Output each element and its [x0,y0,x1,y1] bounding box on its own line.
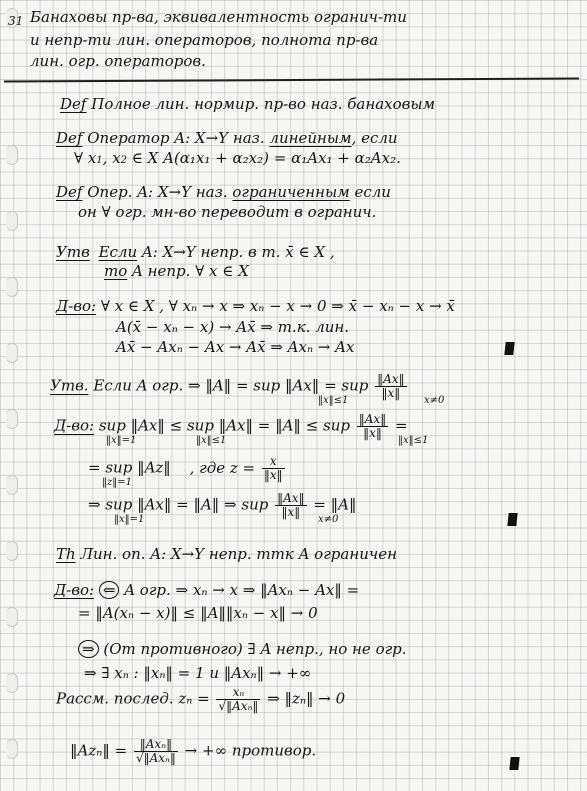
sub-index: x≠0 [424,395,445,406]
direction-mark: ⇒ [78,640,99,658]
norm-fraction [134,738,178,765]
norm-fraction [357,413,388,440]
formula-part: , x [102,149,121,167]
def-bounded-text: Опер. A: X→Y наз. [87,183,228,201]
proof-2-subs [106,432,136,450]
proof-text: ‖Azₙ‖ = [70,741,128,760]
proof-3-line-4: ⇒ ∃ xₙ : ‖xₙ‖ = 1 и ‖Axₙ‖ → +∞ [84,664,312,682]
theorem [56,545,397,563]
theorem-text: Лин. оп. A: X→Y непр. ттк A ограничен [75,545,397,563]
frac-num: ‖Ax‖ [277,491,305,505]
claim-concl: A непр. ∀ x ∈ X [127,262,249,280]
proof-3-line-5 [56,686,345,713]
proof-label: Д-во: [56,297,97,315]
binder-hole [6,475,18,495]
proof-text: = ‖A‖ [308,495,357,514]
sub-index: ‖x‖=1 [114,514,145,525]
proof-2-subs [196,432,226,450]
def-label: Def [60,95,87,113]
proof-1-line-2: A(x̄ − xₙ − x) → Ax̄ ⇒ т.к. лин. [116,318,350,336]
formula-part: ∈ X A(α₁x₁ + α₂x₂) = α₁Ax₁ + α₂Ax₂. [127,149,401,167]
proof-2-subs [398,432,428,450]
norm-fraction [375,373,406,400]
proof-2-subs [114,511,144,529]
claim-1-then [104,262,249,280]
proof-3-line-2: = ‖A(xₙ − x)‖ ≤ ‖A‖‖xₙ − x‖ → 0 [78,604,318,622]
claim-2 [50,373,409,400]
frac-den: √‖Axₙ‖ [135,751,176,765]
proof-text: = sup ‖Az‖ [88,458,171,477]
sub-index: ‖x‖≤1 [196,435,227,446]
proof-text: Рассм. послед. zₙ = [56,689,210,708]
claim-2-subscripts-2 [424,392,444,410]
norm-fraction [262,455,285,482]
def-bounded [56,183,391,201]
def-bounded-term: ограниченным [232,183,350,201]
qed-mark [509,757,519,770]
def-bounded-line-2: он ∀ огр. мн-во переводит в огранич. [78,203,377,221]
binder-hole [6,343,18,363]
binder-hole [6,409,18,429]
def-linear-formula [74,149,401,170]
proof-3-line-1 [54,581,359,599]
proof-1-line-1 [56,297,455,315]
proof-text: , где z = [184,458,256,477]
frac-num: ‖Axₙ‖ [134,738,178,752]
proof-text: (От противного) ∃ A непр., но не огр. [98,640,407,658]
sub-index: ‖x‖=1 [106,435,137,446]
binder-hole [6,145,18,165]
header-divider [4,77,579,82]
proof-text: = [390,416,408,435]
proof-text: ∀ x ∈ X , ∀ xₙ → x ⇒ xₙ − x → 0 ⇒ x̄ − xₙ − x → x̄ [96,297,455,315]
binder-hole [6,673,18,693]
claim-label: Утв [56,243,90,261]
sub-index: ‖x‖≤1 [318,395,349,406]
frac-den: ‖x‖ [363,426,382,440]
proof-text: ⇒ sup ‖Ax‖ = ‖A‖ ⇒ sup [88,495,269,514]
proof-3-line-6 [70,738,316,765]
frac-den: ‖x‖ [281,505,301,519]
binder-hole [6,607,18,627]
frac-den: ‖x‖ [381,386,401,400]
proof-label: Д-во: [54,581,95,599]
def-label: Def [56,183,83,201]
def-linear-text: Оператор A: X→Y наз. [87,129,265,147]
binder-hole [6,211,18,231]
frac-num: x [262,455,285,469]
proof-text: A огр. ⇒ xₙ → x ⇒ ‖Axₙ − Ax‖ = [119,581,360,599]
proof-text: → +∞ противор. [179,741,317,760]
def-linear-tail: , если [351,129,398,147]
proof-label: Д-во: [54,416,95,435]
frac-num: xₙ [216,686,260,700]
header-line-3: лин. огр. операторов. [30,52,206,70]
proof-text: sup ‖Ax‖ ≤ sup ‖Ax‖ = ‖A‖ ≤ sup [94,416,350,435]
binder-hole [6,541,18,561]
qed-mark [507,513,517,526]
def-banach [60,95,435,113]
claim-label: Утв. [50,376,89,395]
proof-3-line-3 [78,640,407,658]
claim-2-text: Если A огр. ⇒ ‖A‖ = sup ‖Ax‖ = sup [88,376,369,395]
binder-hole [6,739,18,759]
proof-1-line-3: Ax̄ − Axₙ − Ax → Ax̄ ⇒ Axₙ → Ax [116,338,355,356]
def-banach-text: Полное лин. нормир. пр-во наз. банаховым [91,95,436,113]
claim-2-subscripts [318,392,348,410]
header-line-2: и непр-ти лин. операторов, полнота пр-ва [30,31,379,49]
def-bounded-tail: если [349,183,391,201]
header-line-1: Банаховы пр-ва, эквивалентность огранич-ти [30,8,407,26]
proof-2-subs [318,511,338,529]
theorem-label: Th [56,545,76,563]
sub-index: ‖z‖=1 [102,477,133,488]
claim-cond: A: X→Y непр. в т. x̄ ∈ X , [137,243,335,261]
frac-den: ‖x‖ [263,468,283,482]
norm-fraction [275,492,306,519]
frac-den: √‖Axₙ‖ [218,699,259,713]
norm-fraction [216,686,260,713]
page-number: 31 [8,14,24,28]
frac-num: ‖Ax‖ [377,372,405,386]
sub-index: ‖x‖≤1 [398,435,429,446]
claim-1 [56,243,335,261]
def-linear-term: линейным [269,129,352,147]
formula-part: ∀ x [74,149,97,167]
formula-sub: 1 [96,155,103,166]
direction-mark: ⇐ [99,581,120,599]
claim-if: Если [98,243,138,261]
def-label: Def [56,129,83,147]
sub-index: x≠0 [318,514,339,525]
formula-sub: 2 [120,155,128,166]
proof-2-subs [102,474,132,492]
claim-then: то [104,262,128,280]
binder-hole [6,277,18,297]
def-linear [56,129,398,147]
frac-num: ‖Ax‖ [358,412,387,426]
proof-text: ⇒ ‖zₙ‖ → 0 [262,689,346,708]
qed-mark [504,342,514,355]
